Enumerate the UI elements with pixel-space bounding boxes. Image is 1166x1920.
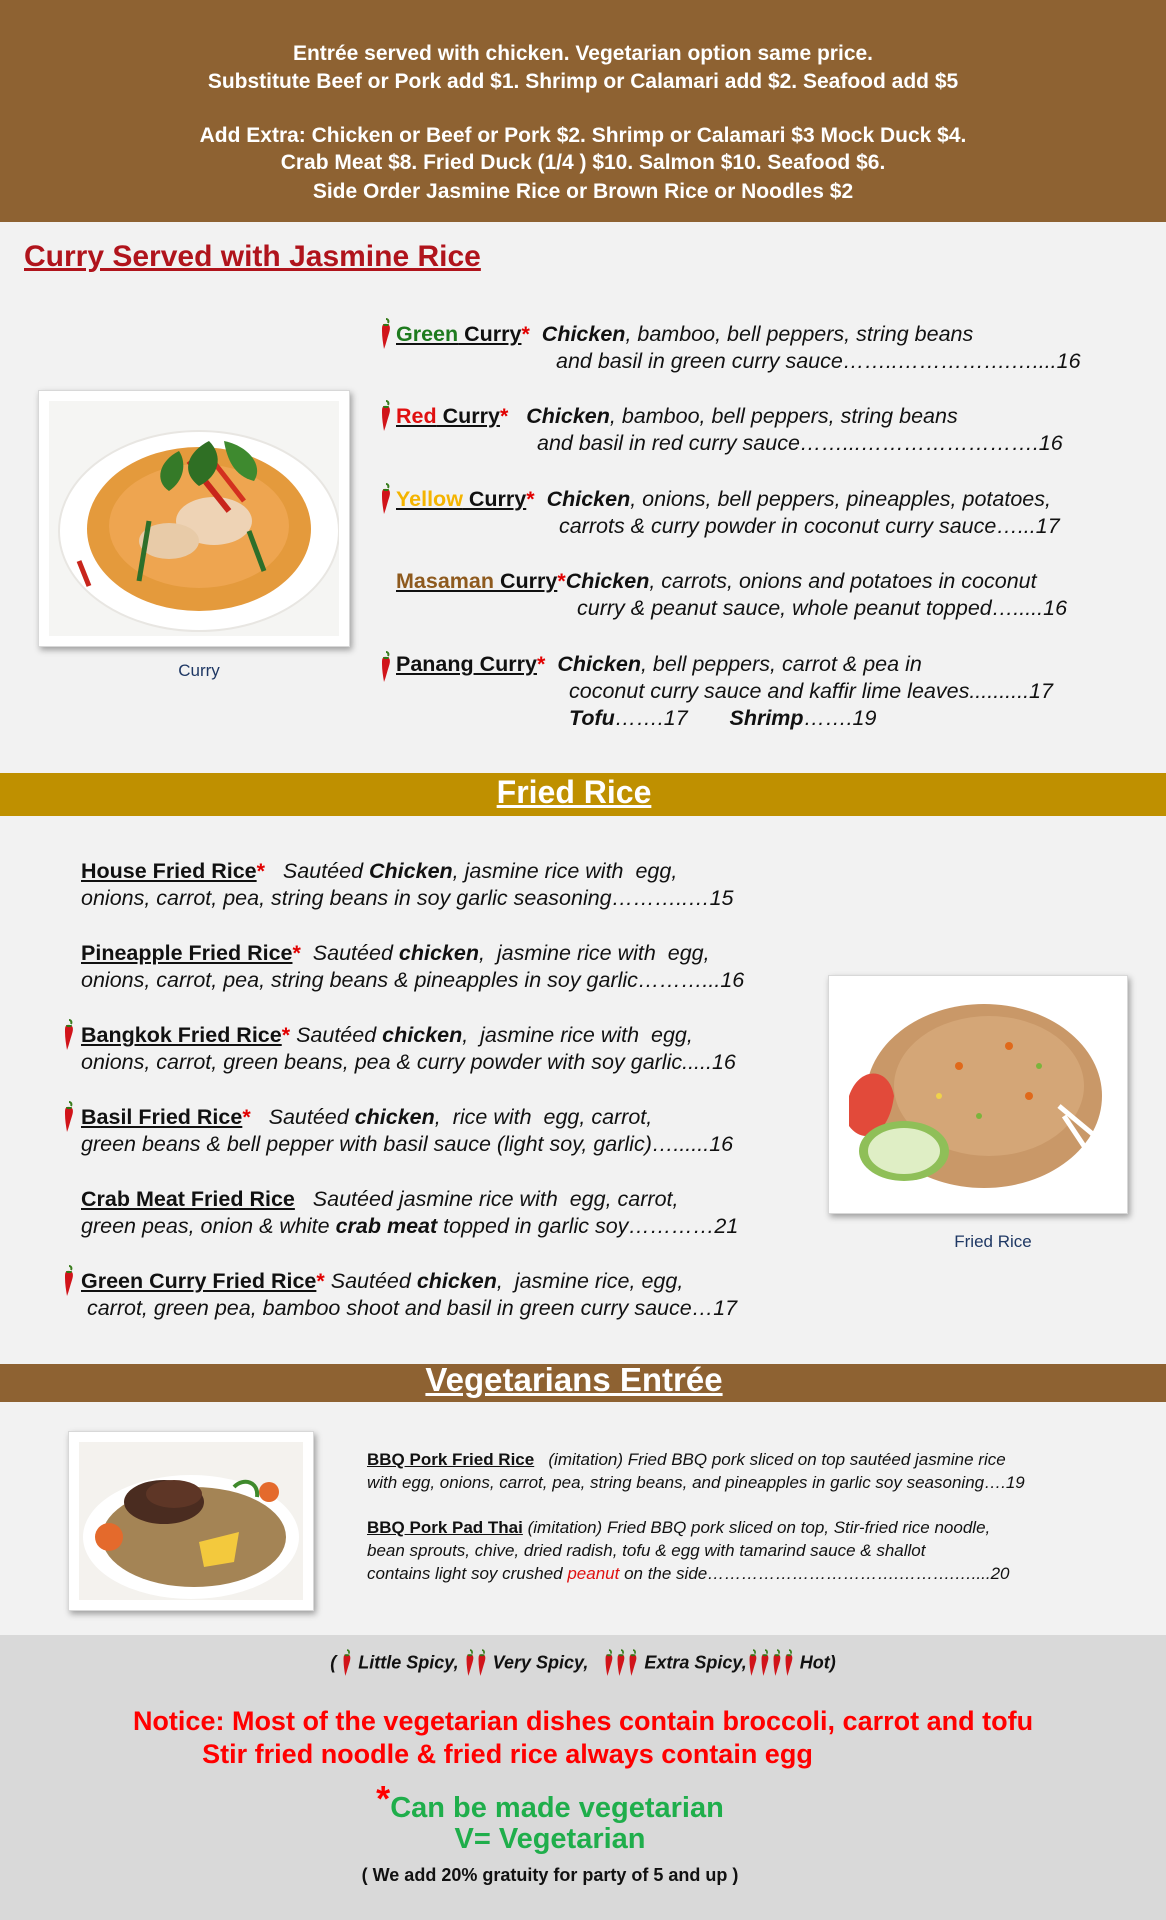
header-line: Side Order Jasmine Rice or Brown Rice or Noodles $2 [312,180,854,203]
notice-egg: Stir fried noodle & fried rice always contain egg [202,1739,813,1769]
menu-item-basil-fried-rice [81,1104,733,1158]
description-price: carrots & curry powder in coconut curry sauce…...17 [559,514,1060,538]
description-price [81,1213,738,1240]
fried-rice-photo-caption: Fried Rice [954,1232,1032,1251]
chili-pepper-icon [379,650,393,684]
curry-name: Curry [436,404,500,428]
menu-item-masaman-curry [396,568,1067,622]
curry-name: Panang Curry [396,652,537,676]
chili-pepper-icon [379,317,393,351]
legend-very-spicy: Very Spicy, [487,1652,589,1673]
chili-pepper-icon [627,1648,639,1678]
description: contains light soy crushed [367,1564,568,1583]
description: , jasmine rice with egg, [452,859,678,883]
description-price: and basil in green curry sauce……..…………….…....16 [556,349,1081,373]
description-price: curry & peanut sauce, whole peanut topped….....16 [577,596,1068,620]
protein: Chicken [565,569,650,593]
protein: Chicken [557,652,641,676]
protein: chicken [354,1105,435,1129]
notice-vegetarian-ingredients: Notice: Most of the vegetarian dishes contain broccoli, carrot and tofu [132,1706,1034,1736]
vegetarian-star: * [536,652,546,676]
chili-pepper-icon [476,1648,488,1678]
header-banner [0,0,1166,222]
description: , carrots, onions and potatoes in coconut [649,569,1037,593]
curry-color-word: Masaman [396,569,494,593]
menu-item-bbq-pork-fried-rice [367,1448,1025,1494]
chili-pepper-icon [759,1648,771,1678]
menu-item-panang-curry [396,651,1053,732]
vegetarian-title: Vegetarians Entrée [425,1361,723,1398]
dish-name: Bangkok Fried Rice [81,1023,282,1047]
description: Sautéed [250,1105,355,1129]
chili-pepper-icon [341,1648,353,1678]
curry-name: Curry [494,569,558,593]
legend-extra-spicy: Extra Spicy, [639,1652,747,1673]
description-price: green beans & bell pepper with basil sauce (light soy, garlic)…......16 [81,1132,734,1156]
fried-rice-dish-image [839,986,1117,1203]
chili-pepper-icon [603,1648,615,1678]
curry-color-word: Green [396,322,459,346]
description: (imitation) Fried BBQ pork sliced on top, Stir-fried rice noodle, [522,1518,991,1537]
curry-name: Curry [462,487,527,511]
chili-pepper-icon [379,482,393,516]
vegetarian-star: * [256,859,266,883]
curry-section-heading: Curry Served with Jasmine Rice [24,240,481,273]
description-price: and basil in red curry sauce……...…………………….16 [537,431,1063,455]
chili-pepper-icon [747,1648,759,1678]
dish-name: Pineapple Fried Rice [81,941,293,965]
chili-pepper-icon [62,1018,76,1052]
menu-item-yellow-curry [396,486,1060,540]
dish-name: Crab Meat Fried Rice [81,1187,295,1211]
panang-options [396,705,1053,732]
description: , jasmine rice, egg, [496,1269,684,1293]
description: , onions, bell peppers, pineapples, potatoes, [630,487,1051,511]
description: green peas, onion & white [81,1214,336,1238]
dish-name: Green Curry Fried Rice [81,1269,317,1293]
description: , bamboo, bell peppers, string beans [609,404,958,428]
header-line: Substitute Beef or Pork add $1. Shrimp or Calamari add $2. Seafood add $5 [207,70,959,93]
description: , bell peppers, carrot & pea in [640,652,922,676]
description-price: coconut curry sauce and kaffir lime leaves..........17 [569,679,1053,703]
description-price: with egg, onions, carrot, pea, string beans, and pineapples in garlic soy seasoning….19 [367,1473,1025,1492]
description: Sautéed [300,941,399,965]
legend-little-spicy: Little Spicy, [353,1652,459,1673]
curry-photo [38,390,350,647]
vegetarian-star: * [526,487,535,511]
menu-item-green-curry-fried-rice [81,1268,737,1322]
description: Sautéed [265,859,370,883]
shrimp-price: …….19 [803,706,877,730]
description-price: onions, carrot, green beans, pea & curry powder with soy garlic.....16 [81,1050,736,1074]
protein: Chicken [541,322,626,346]
dish-name: BBQ Pork Pad Thai [367,1518,523,1537]
v-vegetarian-note: V= Vegetarian [454,1823,646,1855]
fried-rice-title: Fried Rice [496,774,652,810]
dish-name: Basil Fried Rice [81,1105,243,1129]
chili-pepper-icon [783,1648,795,1678]
gratuity-note: ( We add 20% gratuity for party of 5 and up ) [361,1865,739,1885]
protein: chicken [416,1269,497,1293]
vegetarian-star: * [521,322,530,346]
vegetarian-star: * [499,404,509,428]
description-price: carrot, green pea, bamboo shoot and basil in green curry sauce…17 [81,1296,738,1320]
menu-item-pineapple-fried-rice [81,940,744,994]
curry-photo-caption: Curry [178,661,220,680]
legend-open: ( [330,1652,337,1673]
vegetarian-star-note [0,1778,1100,1825]
header-line: Add Extra: Chicken or Beef or Pork $2. Shrimp or Calamari $3 Mock Duck $4. [199,124,967,147]
menu-item-house-fried-rice [81,858,734,912]
vegetarian-star: * [376,1778,391,1819]
menu-item-bbq-pork-pad-thai [367,1516,1010,1585]
description: (imitation) Fried BBQ pork sliced on top sautéed jasmine rice [534,1450,1006,1469]
protein: Chicken [369,859,453,883]
protein: chicken [398,941,479,965]
peanut-warning: peanut [567,1564,620,1583]
dish-name: BBQ Pork Fried Rice [367,1450,535,1469]
vegetarian-photo [68,1431,314,1611]
vegetarian-note-text: Can be made vegetarian [390,1792,724,1824]
protein: Chicken [546,487,631,511]
tofu-price: …….17 [614,706,688,730]
header-line: Entrée served with chicken. Vegetarian option same price. [292,42,874,65]
menu-item-red-curry [396,403,1063,457]
shrimp-option: Shrimp [729,706,804,730]
description: topped in garlic soy…………21 [437,1214,739,1238]
curry-name: Curry [458,322,522,346]
description-price: on the side…………………………….……….…....20 [619,1564,1010,1583]
description: , bamboo, bell peppers, string beans [625,322,974,346]
vegetarian-star: * [292,941,301,965]
chili-pepper-icon [62,1100,76,1134]
chili-pepper-icon [464,1648,476,1678]
menu-item-bangkok-fried-rice [81,1022,736,1076]
protein: chicken [382,1023,463,1047]
chili-pepper-icon [771,1648,783,1678]
description: Sautéed [324,1269,417,1293]
vegetarian-star: * [316,1269,325,1293]
description: , jasmine rice with egg, [478,941,710,965]
description: , rice with egg, carrot, [434,1105,653,1129]
spicy-legend [0,1648,1166,1678]
description-price: onions, carrot, pea, string beans in soy garlic seasoning………..…15 [81,886,734,910]
fried-rice-photo [828,975,1128,1214]
vegetarian-star: * [281,1023,291,1047]
protein: Chicken [526,404,610,428]
curry-dish-image [49,401,339,636]
description: , jasmine rice with egg, [462,1023,693,1047]
header-line: Crab Meat $8. Fried Duck (1/4 ) $10. Salmon $10. Seafood $6. [280,151,886,174]
vegetarian-star: * [242,1105,251,1129]
menu-item-crab-meat-fried-rice [81,1186,738,1240]
dish-name: House Fried Rice [81,859,257,883]
description-price: onions, carrot, pea, string beans & pineapples in soy garlic………...16 [81,968,745,992]
crab-meat: crab meat [335,1214,438,1238]
description: Sautéed jasmine rice with egg, carrot, [294,1187,679,1211]
curry-color-word: Yellow [396,487,463,511]
description: Sautéed [290,1023,383,1047]
chili-pepper-icon [615,1648,627,1678]
legend-hot: Hot) [794,1652,836,1673]
chili-pepper-icon [62,1264,76,1298]
vegetarian-star: * [557,569,566,593]
chili-pepper-icon [379,399,393,433]
menu-item-green-curry [396,321,1081,375]
tofu-option: Tofu [569,706,615,730]
description: bean sprouts, chive, dried radish, tofu & egg with tamarind sauce & shallot [367,1541,926,1560]
vegetarian-dish-image [79,1442,303,1600]
curry-color-word: Red [396,404,437,428]
